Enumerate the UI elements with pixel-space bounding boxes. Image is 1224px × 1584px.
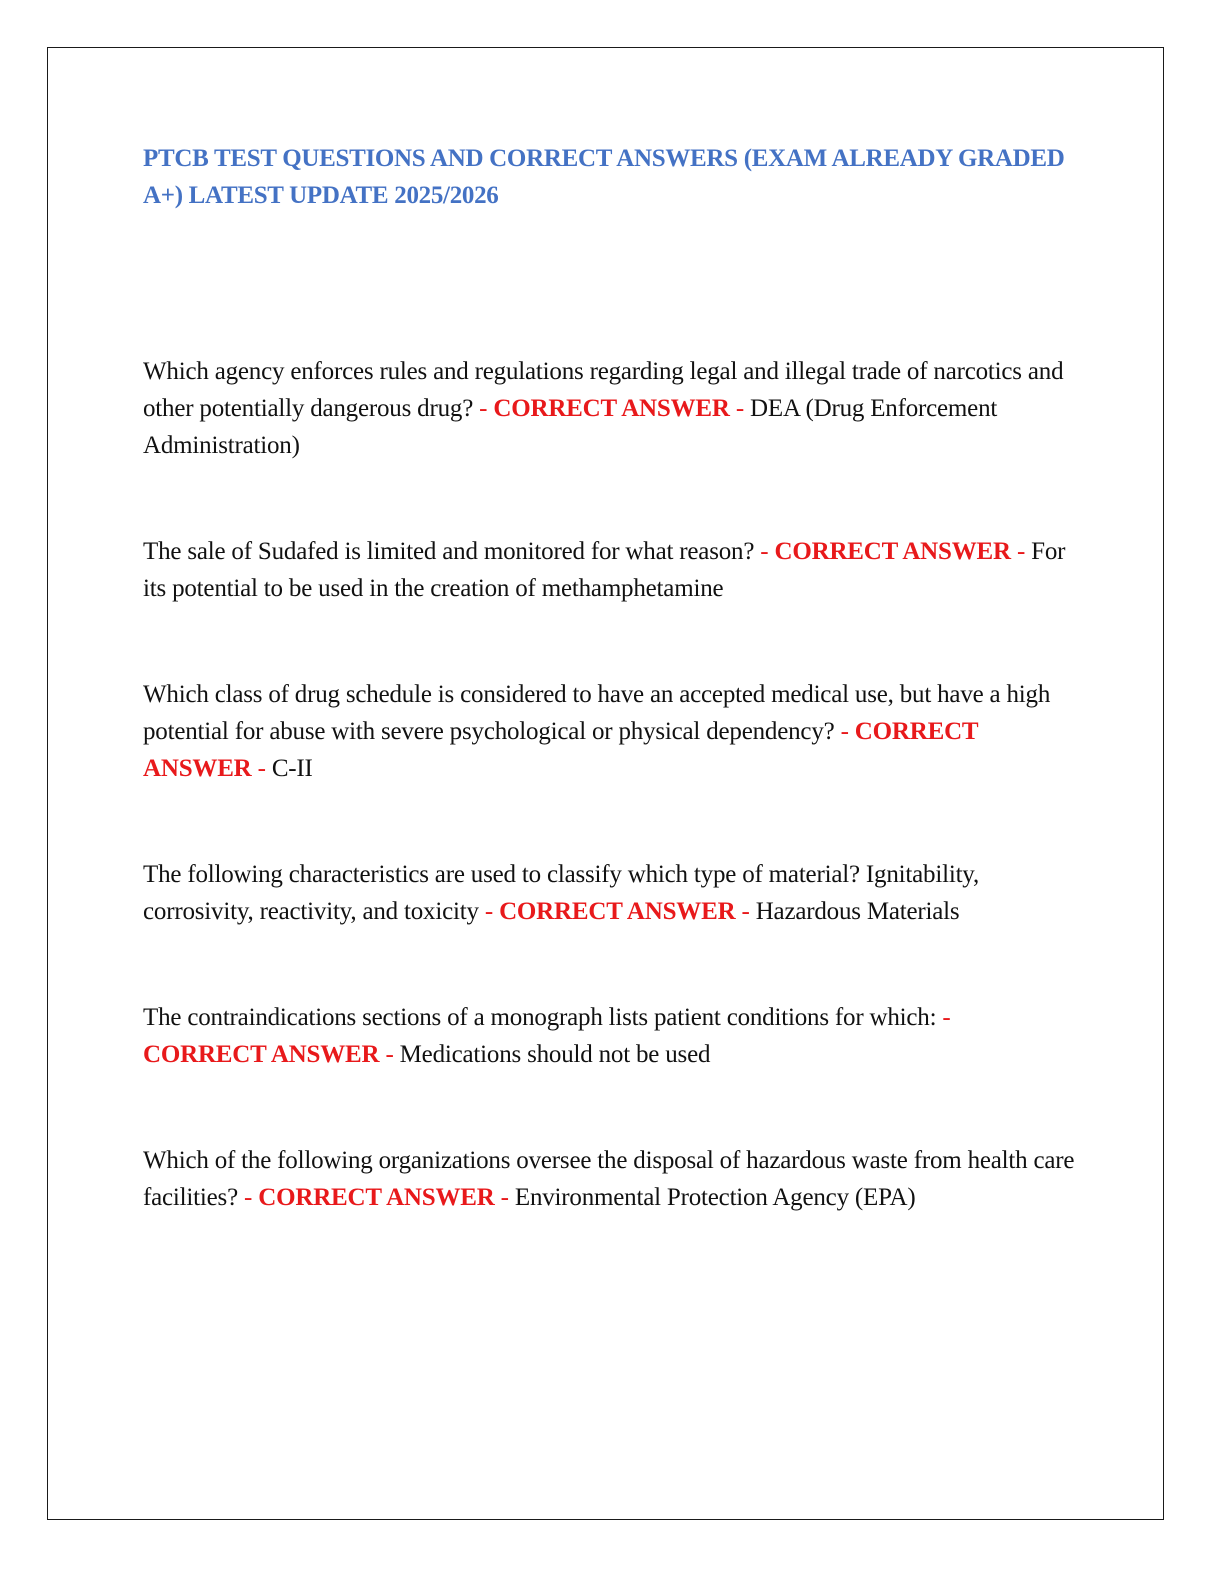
- qa-item: [143, 533, 1078, 607]
- question-text: Which of the following organizations oversee the disposal of hazardous waste from health care facilities?: [143, 1147, 1075, 1211]
- answer-separator: -: [1016, 538, 1026, 565]
- answer-label: CORRECT ANSWER: [143, 1041, 380, 1068]
- answer-separator: -: [484, 898, 493, 925]
- answer-label: CORRECT ANSWER: [499, 898, 736, 925]
- answer-separator: -: [942, 1004, 951, 1031]
- qa-item: [143, 856, 1078, 930]
- qa-item: [143, 353, 1078, 464]
- answer-separator: -: [385, 1041, 394, 1068]
- document-title: PTCB TEST QUESTIONS AND CORRECT ANSWERS (EXAM ALREADY GRADED A+) LATEST UPDATE 2025/2026: [143, 145, 1065, 209]
- document-body: [143, 140, 1078, 1285]
- answer-text: Hazardous Materials: [755, 898, 960, 925]
- answer-label: CORRECT ANSWER: [143, 718, 978, 782]
- answer-text: C-II: [271, 755, 313, 782]
- qa-item: [143, 1142, 1078, 1216]
- qa-item: [143, 676, 1078, 787]
- qa-list: [143, 353, 1078, 1216]
- answer-label: CORRECT ANSWER: [774, 538, 1011, 565]
- answer-label: CORRECT ANSWER: [493, 395, 730, 422]
- question-text: The sale of Sudafed is limited and monitored for what reason?: [143, 538, 755, 565]
- answer-text: For its potential to be used in the creation of methamphetamine: [143, 538, 1066, 602]
- qa-item: [143, 999, 1078, 1073]
- answer-text: Environmental Protection Agency (EPA): [514, 1184, 916, 1211]
- question-text: Which class of drug schedule is considered to have an accepted medical use, but have a high potential for abuse with severe psychological or physical dependency?: [143, 681, 1051, 745]
- answer-text: Medications should not be used: [399, 1041, 711, 1068]
- answer-label: CORRECT ANSWER: [258, 1184, 495, 1211]
- question-text: The contraindications sections of a monograph lists patient conditions for which:: [143, 1004, 937, 1031]
- question-text: The following characteristics are used to classify which type of material? Ignitability, corrosivity, reactivity, and toxicity: [143, 861, 980, 925]
- answer-separator: -: [257, 755, 266, 782]
- answer-separator: -: [500, 1184, 509, 1211]
- answer-separator: -: [760, 538, 769, 565]
- answer-separator: -: [244, 1184, 253, 1211]
- answer-separator: -: [840, 718, 849, 745]
- answer-text: DEA (Drug Enforcement Administration): [143, 395, 998, 459]
- answer-separator: -: [479, 395, 488, 422]
- answer-separator: -: [735, 395, 744, 422]
- answer-separator: -: [741, 898, 750, 925]
- question-text: Which agency enforces rules and regulations regarding legal and illegal trade of narcotics and other potentially dangerous drug?: [143, 358, 1064, 422]
